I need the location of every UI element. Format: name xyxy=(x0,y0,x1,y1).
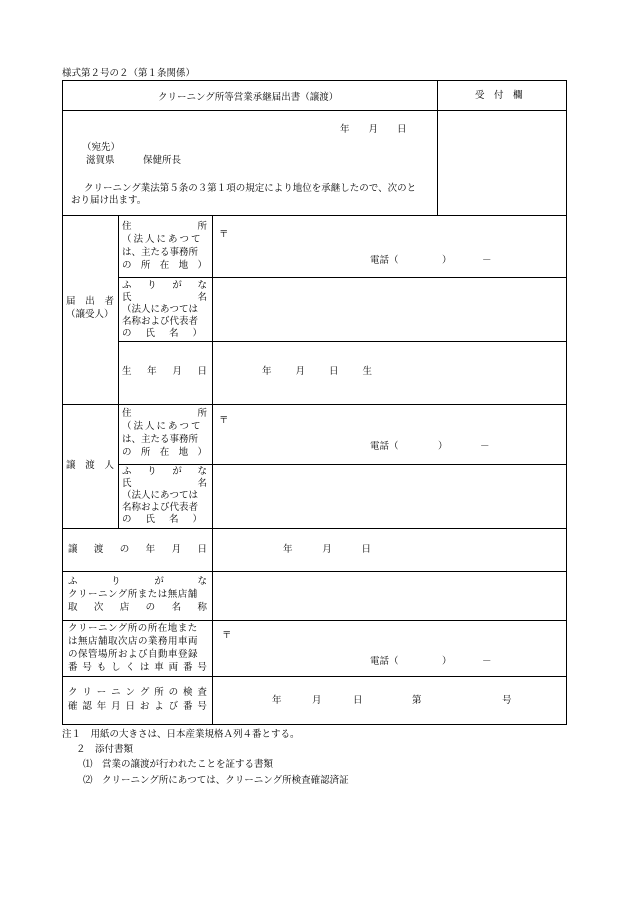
inspection-number-prefix: 第 xyxy=(412,695,422,706)
transferor-address-label: 住 所 xyxy=(122,408,207,419)
addressee-heading: （宛先） xyxy=(82,142,121,153)
submission-date: 年 月 日 xyxy=(340,124,407,135)
inspection-number-suffix: 号 xyxy=(502,695,512,706)
inspection-label: ク リ ー ニ ン グ 所 の 検 査 xyxy=(68,687,207,698)
form-number: 様式第２号の２（第１条関係） xyxy=(62,68,196,79)
transfer-date-value: 年 月 日 xyxy=(283,544,371,555)
transferor-name-label: ふ り が な xyxy=(122,466,207,477)
transferor-phone-label: 電話（ xyxy=(370,441,399,452)
note-2-item-1: ⑴ 営業の譲渡が行われたことを証する書類 xyxy=(83,759,274,770)
addressee-name: 滋賀県 保健所長 xyxy=(86,155,182,166)
note-2: ２ 添付書類 xyxy=(76,744,134,755)
notifier-birth-label: 生 年 月 日 xyxy=(122,366,207,377)
location-label: クリーニング所の所在地また xyxy=(68,623,198,634)
location-phone-label: 電話（ xyxy=(370,656,399,667)
inspection-month: 月 xyxy=(312,695,322,706)
form-title: クリーニング所等営業承継届出書（譲渡） xyxy=(158,92,339,103)
transfer-date-label: 譲 渡 の 年 月 日 xyxy=(68,544,207,555)
statement-line1: クリーニング業法第５条の３第１項の規定により地位を承継したので、次のと xyxy=(84,183,417,194)
notifier-section-label: 届 出 者 xyxy=(66,296,114,307)
notifier-address-label: 住 所 xyxy=(122,221,207,232)
location-postal-mark: 〒 xyxy=(222,630,232,641)
transferor-section-label: 譲 渡 人 xyxy=(66,460,114,471)
reception-label: 受 付 欄 xyxy=(475,90,523,101)
inspection-year: 年 xyxy=(272,695,282,706)
notifier-phone-label: 電話（ xyxy=(370,255,399,266)
notifier-birth-value: 年 月 日 生 xyxy=(262,366,372,377)
statement-line2: おり届け出ます。 xyxy=(71,195,147,206)
transferor-postal-mark: 〒 xyxy=(219,415,229,426)
inspection-day: 日 xyxy=(353,695,363,706)
notifier-name-label: ふ り が な xyxy=(122,280,207,291)
shop-name-label: ふ り が な xyxy=(68,576,207,587)
notifier-postal-mark: 〒 xyxy=(219,229,229,240)
note-1: 注１ 用紙の大きさは、日本産業規格Ａ列４番とする。 xyxy=(62,729,300,740)
note-2-item-2: ⑵ クリーニング所にあつては、クリーニング所検査確認済証 xyxy=(83,775,349,786)
notifier-section-sub: （譲受人） xyxy=(66,309,114,320)
